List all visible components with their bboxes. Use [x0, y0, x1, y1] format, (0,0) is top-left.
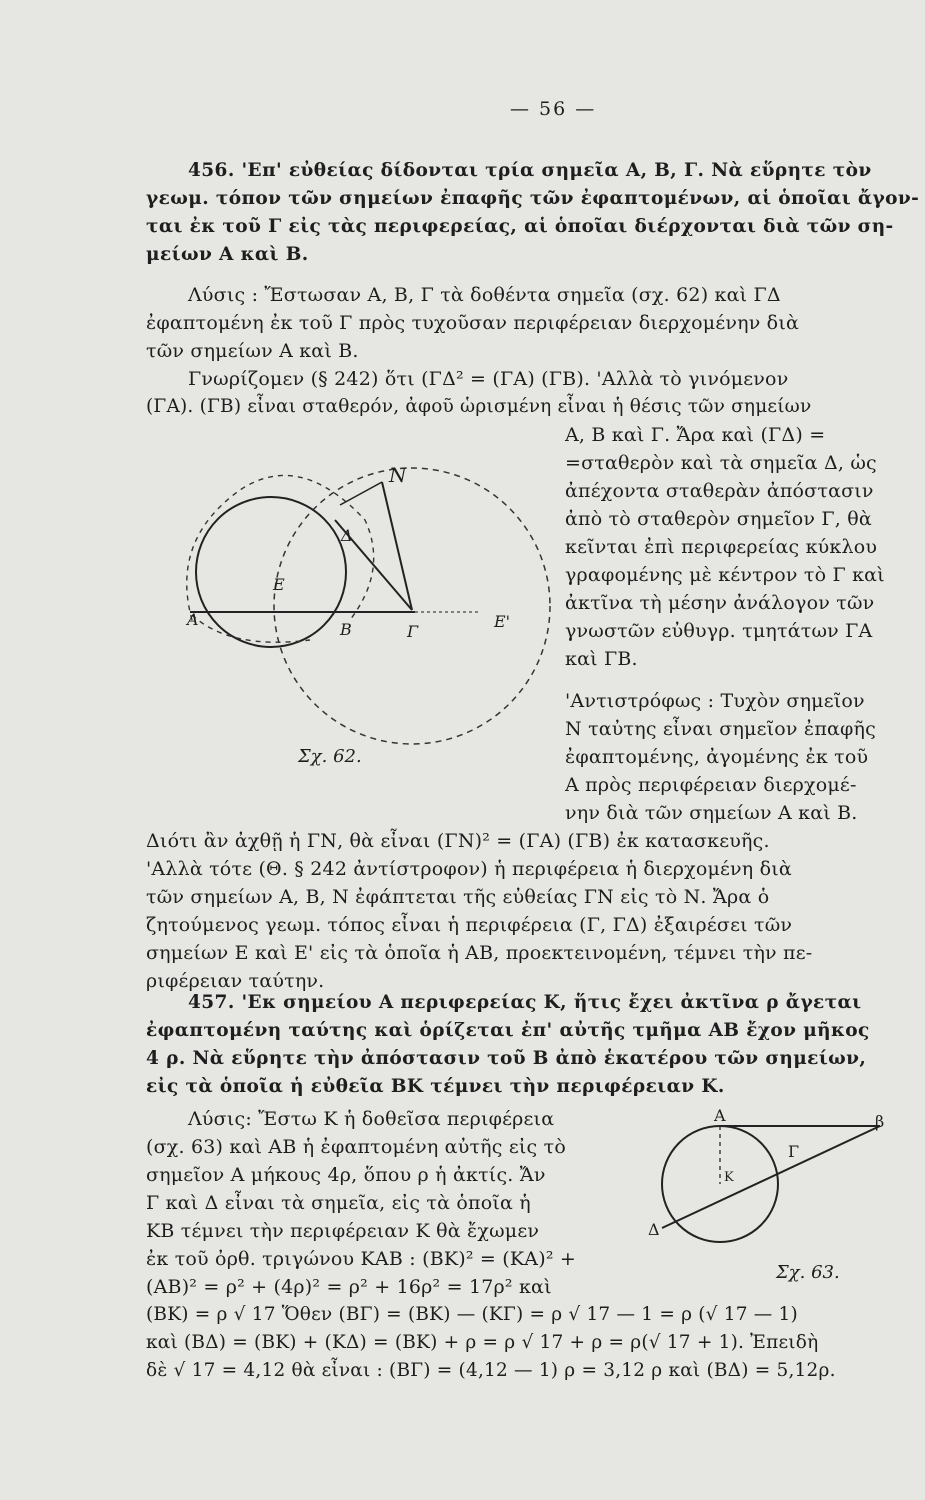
text-line: ἀπὸ τὸ σταθερὸν σημεῖον Γ, θὰ [565, 508, 872, 530]
text-line: 4 ρ. Νὰ εὕρητε τὴν ἀπόστασιν τοῦ Β ἀπὸ ἑκατέρου τῶν σημείων, [146, 1048, 867, 1069]
text-line: τῶν σημείων Α καὶ Β. [146, 340, 359, 362]
text-line: ἐφαπτομένη ἐκ τοῦ Γ πρὸς τυχοῦσαν περιφέρειαν διερχομένην διὰ [146, 312, 800, 334]
text-line: δὲ √ 17 = 4,12 θὰ εἶναι : (ΒΓ) = (4,12 — 1) ρ = 3,12 ρ καὶ (ΒΔ) = 5,12ρ. [146, 1360, 836, 1381]
text-line: νην διὰ τῶν σημείων Α καὶ Β. [565, 802, 858, 824]
lower-arc [192, 615, 310, 642]
text-line: ΚΒ τέμνει τὴν περιφέρειαν Κ θὰ ἔχωμεν [146, 1220, 540, 1242]
text-line: εἰς τὰ ὁποῖα ἡ εὐθεῖα ΒΚ τέμνει τὴν περιφέρειαν Κ. [146, 1076, 725, 1097]
figure-63-caption: Σχ. 63. [776, 1262, 840, 1283]
text-line: ἐφαπτομένης, ἀγομένης ἐκ τοῦ [565, 746, 869, 768]
text-line: γραφομένης μὲ κέντρον τὸ Γ καὶ [565, 564, 885, 586]
text-line: (ΑΒ)² = ρ² + (4ρ)² = ρ² + 16ρ² = 17ρ² καὶ [146, 1276, 552, 1298]
label-a: Α [714, 1106, 726, 1125]
label-e: Ε [273, 575, 285, 594]
page-number: — 56 — [510, 98, 597, 120]
text-line: ἀπέχοντα σταθερὰν ἀπόστασιν [565, 480, 874, 502]
text-line: ζητούμενος γεωμ. τόπος εἶναι ἡ περιφέρεια (Γ, ΓΔ) ἐξαιρέσει τῶν [146, 914, 793, 936]
text-line: γνωστῶν εὐθυγρ. τμητάτων ΓΑ [565, 620, 873, 642]
label-e-prime: Ε' [494, 612, 511, 631]
text-line: ἐκ τοῦ ὀρθ. τριγώνου ΚΑΒ : (ΒΚ)² = (ΚΑ)² + [146, 1248, 577, 1270]
text-line: Ν ταὐτης εἶναι σημεῖον ἐπαφῆς [565, 718, 876, 740]
label-a: Α [187, 610, 199, 629]
label-b: Β [340, 620, 352, 639]
label-g: Γ [788, 1142, 800, 1161]
text-line: σημεῖον Α μήκους 4ρ, ὅπου ρ ἡ ἀκτίς. Ἄν [146, 1164, 546, 1186]
text-line: Διότι ἂν ἀχθῇ ἡ ΓΝ, θὰ εἶναι (ΓΝ)² = (ΓΑ) (ΓΒ) ἐκ κατασκευῆς. [146, 830, 770, 852]
text-line: 457. 'Εκ σημείου Α περιφερείας Κ, ἥτις ἔχει ἀκτῖνα ρ ἄγεται [188, 992, 862, 1013]
text-line: 456. 'Επ' εὐθείας δίδονται τρία σημεῖα Α, Β, Γ. Νὰ εὕρητε τὸν [188, 160, 872, 181]
text-line: Α, Β καὶ Γ. Ἄρα καὶ (ΓΔ) = [565, 424, 826, 446]
text-line: 'Αντιστρόφως : Τυχὸν σημεῖον [565, 690, 865, 712]
label-d: Δ [648, 1220, 660, 1239]
text-line: μείων Α καὶ Β. [146, 244, 309, 265]
text-line: καὶ (ΒΔ) = (ΒΚ) + (ΚΔ) = (ΒΚ) + ρ = ρ √ 17 + ρ = ρ(√ 17 + 1). Ἐπειδὴ [146, 1332, 819, 1353]
label-d: Δ [341, 526, 353, 545]
chord [340, 482, 382, 505]
figure-62-caption: Σχ. 62. [298, 746, 362, 767]
text-line: τῶν σημείων Α, Β, Ν ἐφάπτεται τῆς εὐθείας ΓΝ εἰς τὸ Ν. Ἄρα ὁ [146, 886, 770, 908]
text-line: ἐφαπτομένη ταύτης καὶ ὁρίζεται ἐπ' αὐτῆς τμῆμα ΑΒ ἔχον μῆκος [146, 1020, 870, 1041]
text-line: ἀκτῖνα τὴ μέσην ἀνάλογον τῶν [565, 592, 875, 614]
text-line: Λύσις : Ἔστωσαν Α, Β, Γ τὰ δοθέντα σημεῖα (σχ. 62) καὶ ΓΔ [188, 284, 781, 306]
label-g: Γ [407, 622, 419, 641]
figure-63 [650, 1100, 890, 1270]
text-line: Λύσις: Ἔστω Κ ἡ δοθεῖσα περιφέρεια [188, 1108, 555, 1130]
text-line: (σχ. 63) καὶ ΑΒ ἡ ἐφαπτομένη αὐτῆς εἰς τὸ [146, 1136, 566, 1158]
label-b: β [875, 1112, 885, 1131]
text-line: Α πρὸς περιφέρειαν διερχομέ- [565, 774, 857, 796]
text-line: ριφέρειαν ταύτην. [146, 970, 325, 992]
text-line: Γνωρίζομεν (§ 242) ὅτι (ΓΔ² = (ΓΑ) (ΓΒ). 'Αλλὰ τὸ γινόμενον [188, 368, 789, 390]
label-n: Ν [389, 463, 407, 487]
text-line: σημείων Ε καὶ Ε' εἰς τὰ ὁποῖα ἡ ΑΒ, προεκτεινομένη, τέμνει τὴν πε- [146, 942, 813, 964]
label-k: Κ [724, 1170, 734, 1185]
text-line: 'Αλλὰ τότε (Θ. § 242 ἀντίστροφον) ἡ περιφέρεια ἡ διερχομένη διὰ [146, 858, 792, 880]
tangent-gn [382, 482, 412, 610]
circle-through-ab [196, 497, 346, 647]
text-line: (ΓΑ). (ΓΒ) εἶναι σταθερόν, ἀφοῦ ὡρισμένη εἶναι ἡ θέσις τῶν σημείων [146, 396, 812, 417]
text-line: Γ καὶ Δ εἶναι τὰ σημεῖα, εἰς τὰ ὁποῖα ἡ [146, 1192, 531, 1214]
figure-62 [150, 410, 560, 770]
text-line: ται ἐκ τοῦ Γ εἰς τὰς περιφερείας, αἱ ὁποῖαι διέρχονται διὰ τῶν ση- [146, 216, 894, 237]
text-line: =σταθερὸν καὶ τὰ σημεῖα Δ, ὡς [565, 452, 877, 474]
text-line: κεῖνται ἐπὶ περιφερείας κύκλου [565, 536, 878, 558]
text-line: γεωμ. τόπον τῶν σημείων ἐπαφῆς τῶν ἐφαπτομένων, αἱ ὁποῖαι ἄγον- [146, 188, 920, 209]
text-line: καὶ ΓΒ. [565, 648, 638, 670]
text-line: (ΒΚ) = ρ √ 17 Ὅθεν (ΒΓ) = (ΒΚ) — (ΚΓ) = ρ √ 17 — 1 = ρ (√ 17 — 1) [146, 1304, 798, 1325]
